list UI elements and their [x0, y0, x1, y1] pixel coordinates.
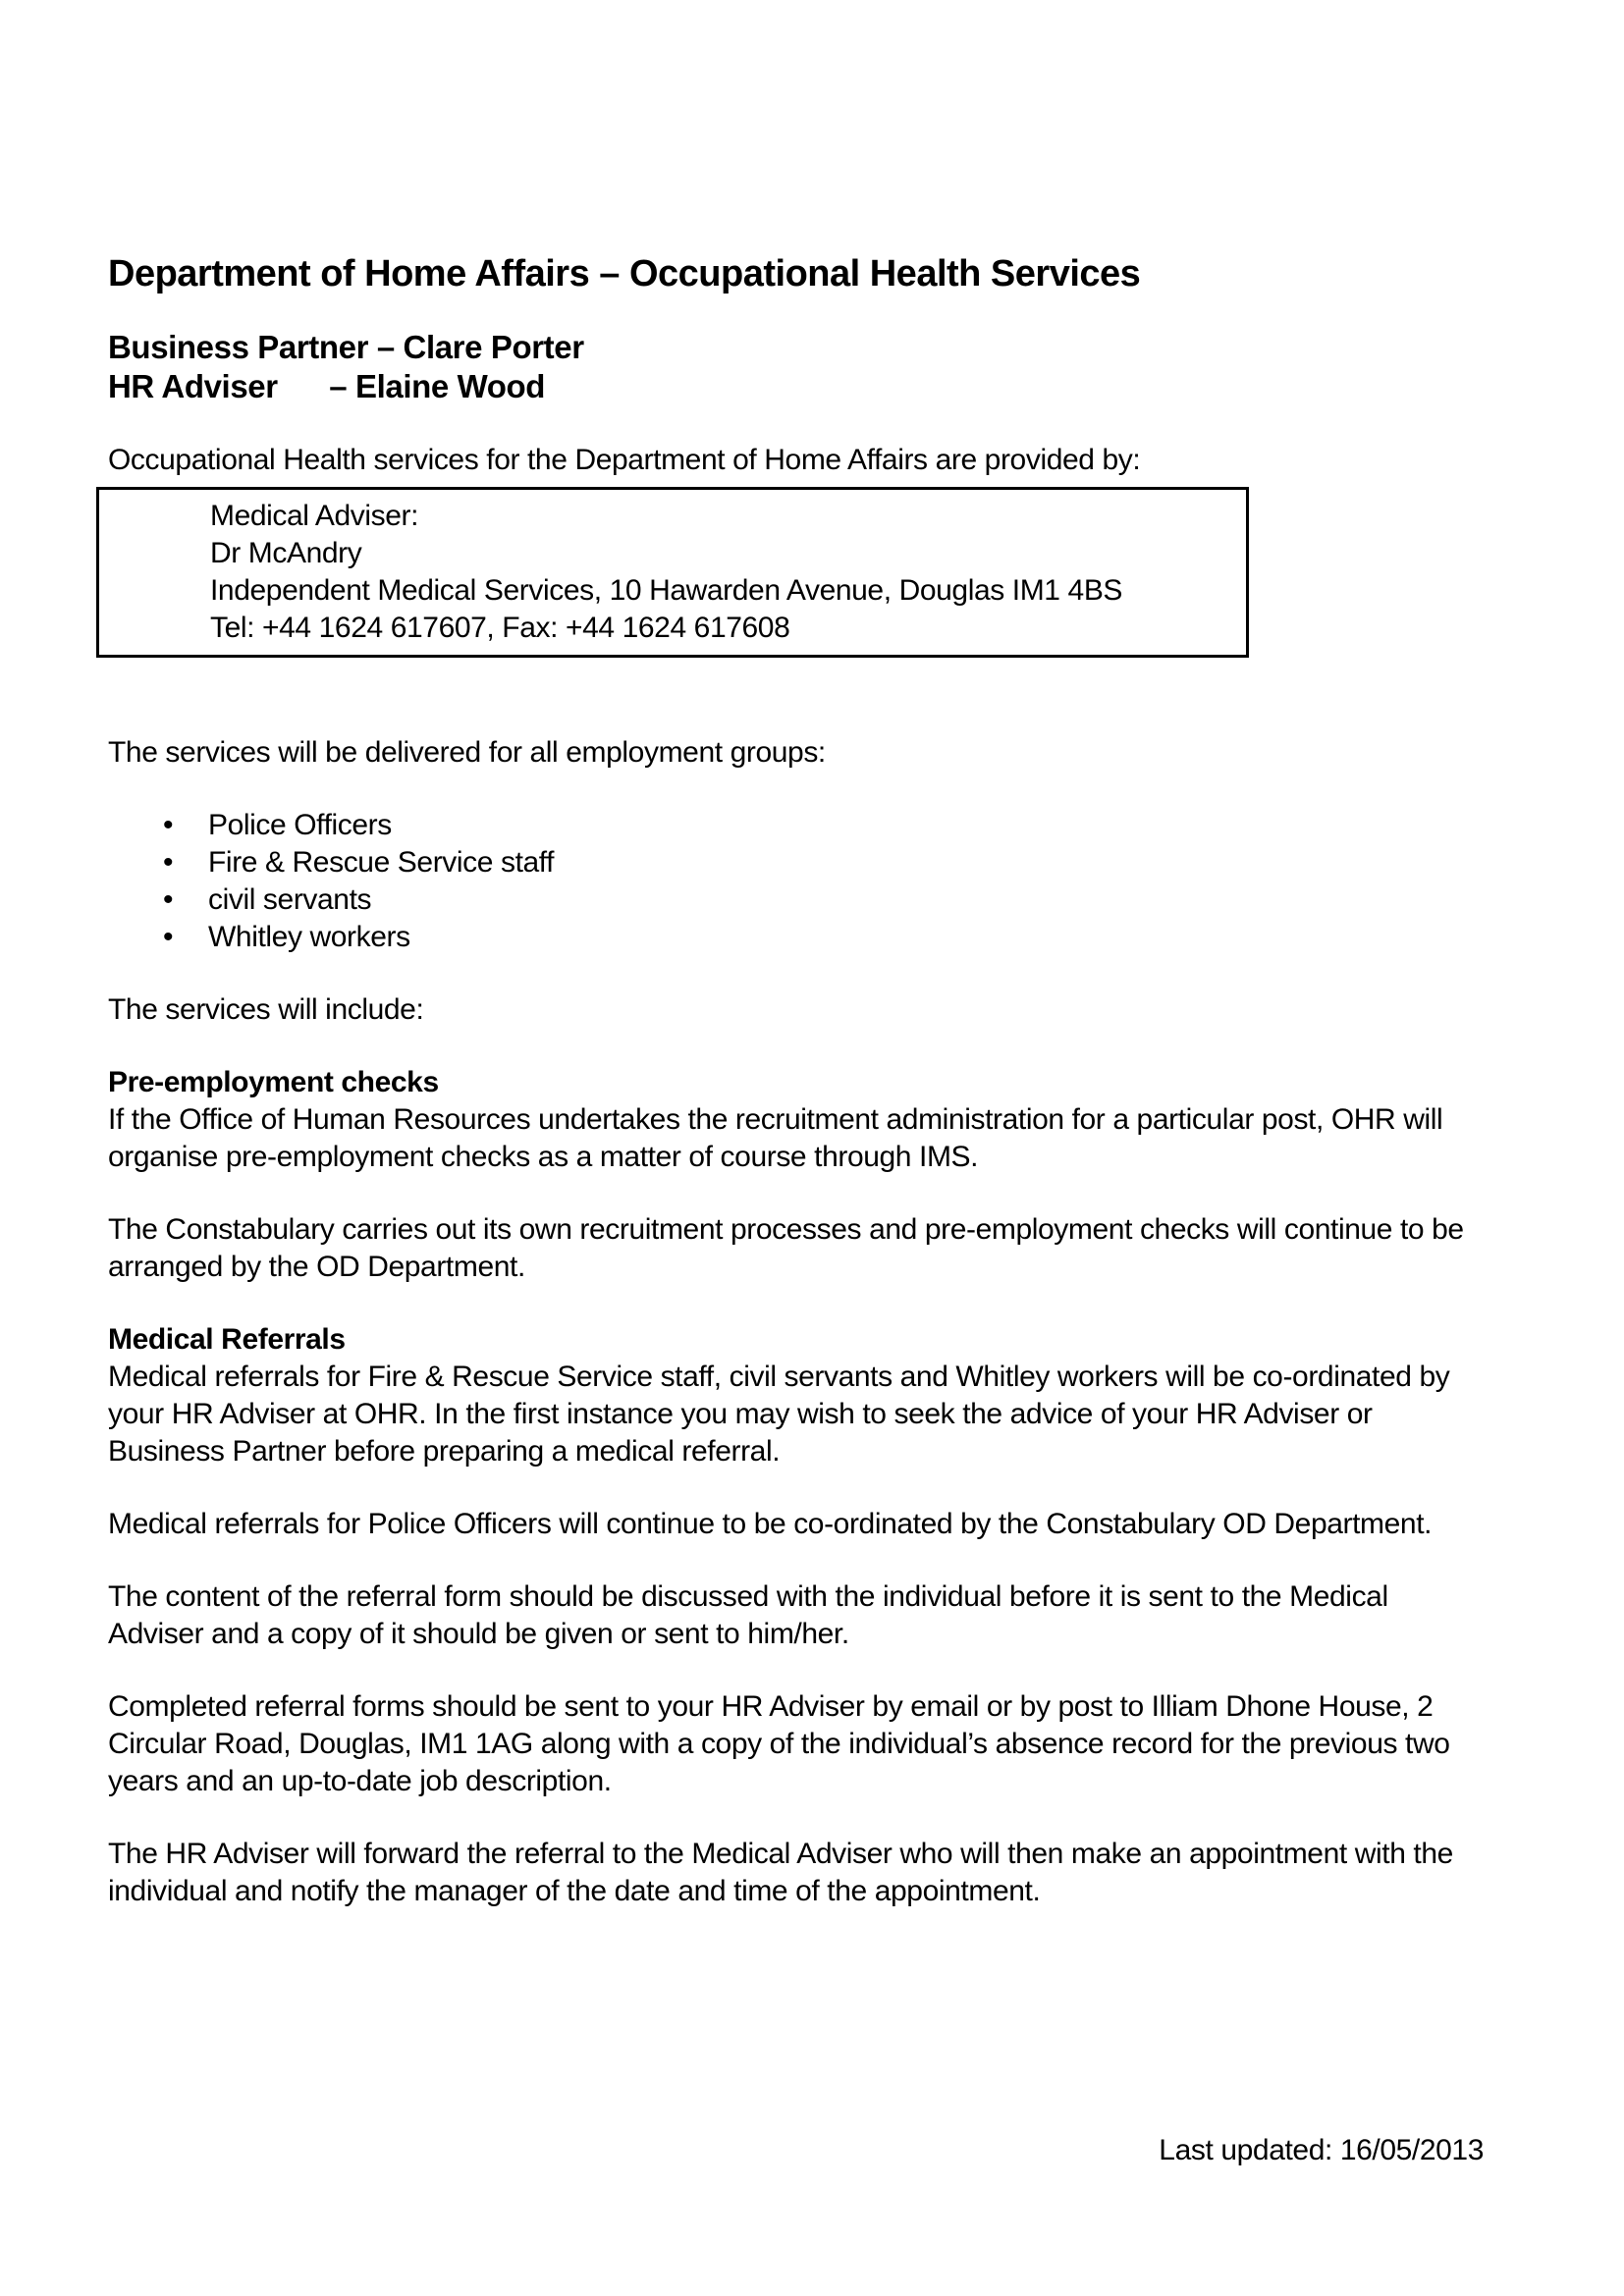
section-heading-medical-referrals: Medical Referrals: [108, 1323, 346, 1356]
employment-group-item-whitley-workers: • Whitley workers: [108, 919, 1483, 956]
contact-block: [108, 328, 1483, 406]
paragraph-completed-referral-forms: Completed referral forms should be sent to your HR Adviser by email or by post to Illiam Dhone House, 2 Circular Road, Douglas, IM1 1AG along with a copy of the individual’s absence record for the previous two years and an up-to-date job description.: [108, 1690, 1450, 1797]
paragraph-constabulary-recruitment: The Constabulary carries out its own recruitment processes and pre-employment checks will continue to be arranged by the OD Department.: [108, 1213, 1464, 1283]
paragraph-ohr-pre-employment: If the Office of Human Resources undertakes the recruitment administration for a particular post, OHR will organise pre-employment checks as a matter of course through IMS.: [108, 1103, 1443, 1173]
employment-groups-list: [108, 807, 1483, 956]
contact-line-business-partner: Business Partner – Clare Porter: [108, 329, 584, 365]
box-line-address: Independent Medical Services, 10 Hawarden Avenue, Douglas IM1 4BS: [210, 574, 1123, 607]
last-updated-note: Last updated: 16/05/2013: [1159, 2134, 1484, 2166]
medical-adviser-box: [96, 487, 1249, 658]
section-heading-pre-employment-checks: Pre-employment checks: [108, 1066, 439, 1098]
intro-paragraph: Occupational Health services for the Department of Home Affairs are provided by:: [108, 444, 1141, 476]
box-line-doctor-name: Dr McAndry: [210, 537, 362, 569]
paragraph-referrals-coordination: Medical referrals for Fire & Rescue Service staff, civil servants and Whitley workers will be co-ordinated by your HR Adviser at OHR. In the first instance you may wish to seek the advice of your HR Adviser or Business Partner before preparing a medical referral.: [108, 1361, 1450, 1468]
paragraph-referral-form-content: The content of the referral form should be discussed with the individual before it is sent to the Medical Adviser and a copy of it should be given or sent to him/her.: [108, 1580, 1388, 1650]
paragraph-hr-adviser-forward: The HR Adviser will forward the referral to the Medical Adviser who will then make an appointment with the individual and notify the manager of the date and time of the appointment.: [108, 1838, 1453, 1907]
employment-group-item-fire-rescue: • Fire & Rescue Service staff: [108, 844, 1483, 881]
document-title: Department of Home Affairs – Occupational Health Services: [108, 253, 1141, 294]
employment-group-item-civil-servants: • civil servants: [108, 881, 1483, 919]
box-line-phone-fax: Tel: +44 1624 617607, Fax: +44 1624 617608: [210, 612, 790, 644]
services-include-intro: The services will include:: [108, 993, 424, 1026]
contact-line-hr-adviser: HR Adviser – Elaine Wood: [108, 368, 546, 404]
employment-groups-intro: The services will be delivered for all employment groups:: [108, 736, 826, 769]
paragraph-police-referrals: Medical referrals for Police Officers will continue to be co-ordinated by the Constabulary OD Department.: [108, 1508, 1433, 1540]
employment-group-item-police-officers: • Police Officers: [108, 807, 1483, 844]
box-line-medical-adviser: Medical Adviser:: [210, 500, 419, 532]
